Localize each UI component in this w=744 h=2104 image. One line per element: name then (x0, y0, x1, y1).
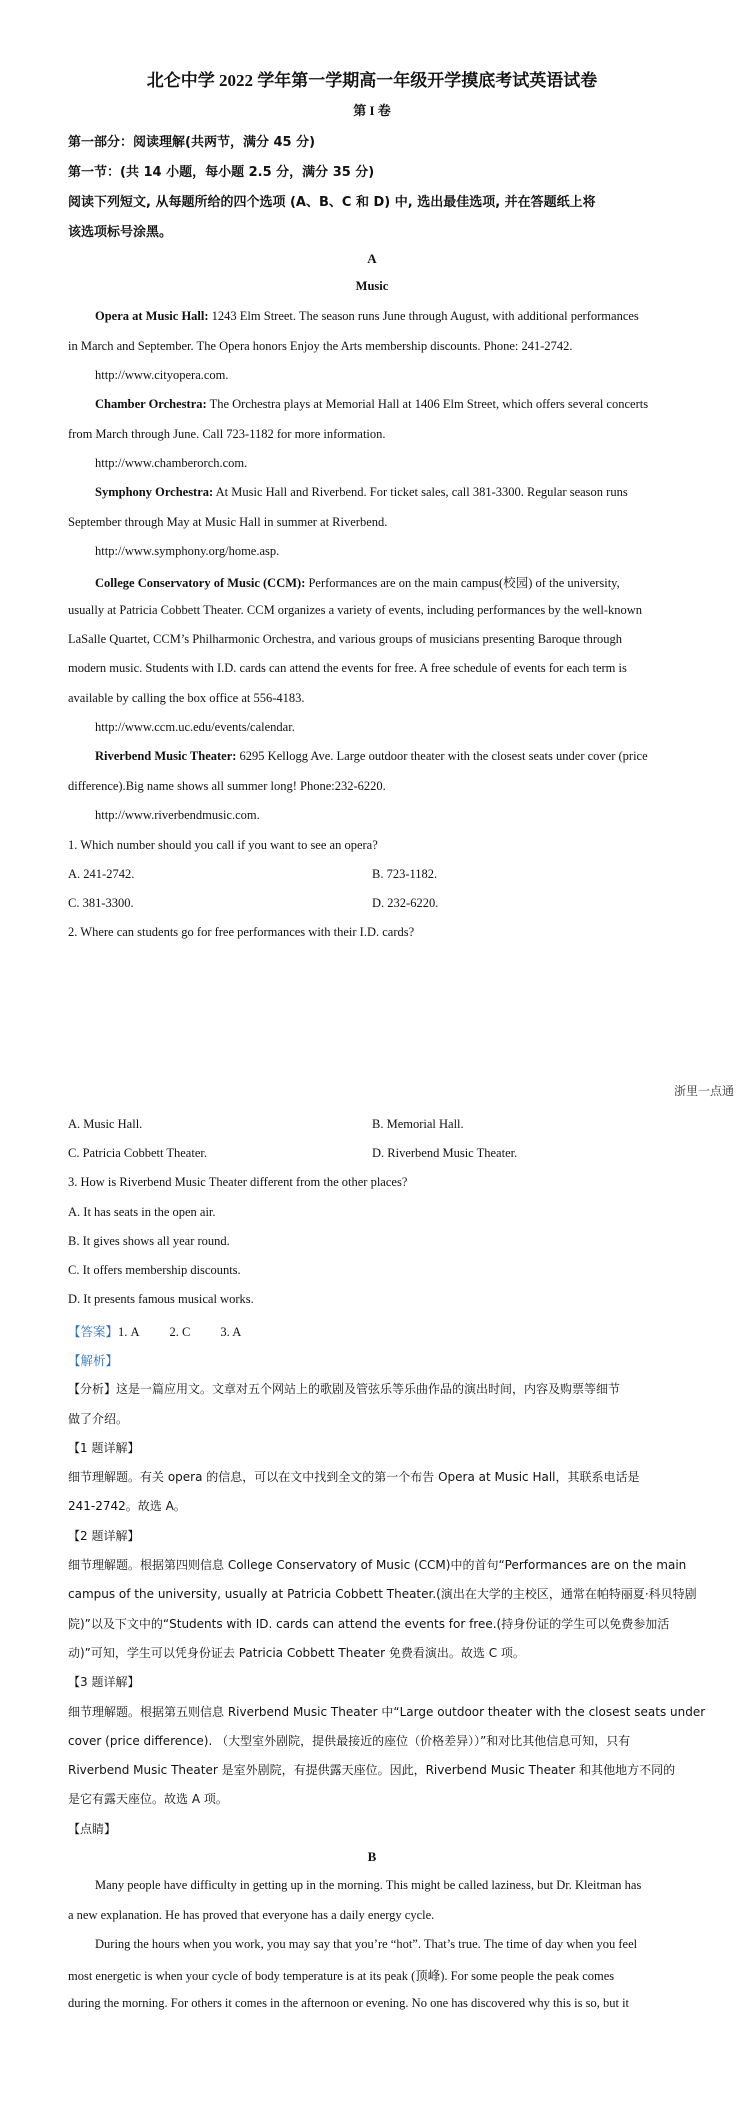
q2-option-b: B. Memorial Hall. (372, 1117, 464, 1131)
detail-2-text-cont: 动)”可知，学生可以凭身份证去 Patricia Cobbett Theater 免费看演出。故选 C 项。 (68, 1646, 525, 1660)
detail-2-label: 【2 题详解】 (68, 1529, 140, 1543)
answer-3: 3. A (220, 1325, 242, 1339)
passage-b-para-2-cont: during the morning. For others it comes in the afternoon or evening. No one has discovered why this is so, but it (68, 1996, 630, 2010)
q1-option-b: B. 723-1182. (372, 867, 438, 881)
entry-name: Riverbend Music Theater: (95, 749, 237, 763)
entry-text: usually at Patricia Cobbett Theater. CCM organizes a variety of events, including performances by the well-known (68, 603, 643, 617)
q3-option-d: D. It presents famous musical works. (68, 1292, 254, 1306)
q3-option-b: B. It gives shows all year round. (68, 1234, 230, 1248)
q1-option-a: A. 241-2742. (68, 867, 135, 881)
detail-2-text: 细节理解题。根据第四则信息 College Conservatory of Music (CCM)中的首句“Performances are on the main (68, 1558, 687, 1572)
answer-label: 【答案】 (68, 1324, 119, 1339)
entry-name: Opera at Music Hall: (95, 309, 209, 323)
entry-chamber (95, 397, 705, 412)
answer-1: 1. A (118, 1325, 140, 1339)
instruction-line-1: 阅读下列短文, 从每题所给的四个选项 (A、B、C 和 D) 中, 选出最佳选项, 并在答题纸上将 (68, 195, 596, 210)
volume-label: 第 I 卷 (353, 103, 391, 118)
entry-name: Chamber Orchestra: (95, 397, 207, 411)
q1-option-d: D. 232-6220. (372, 896, 439, 910)
analysis-label: 【解析】 (68, 1353, 119, 1368)
detail-3-text: 细节理解题。根据第五则信息 Riverbend Music Theater 中“Large outdoor theater with the closest seats under (68, 1705, 706, 1719)
passage-b-para-1-cont: a new explanation. He has proved that everyone has a daily energy cycle. (68, 1908, 435, 1922)
entry-text: 1243 Elm Street. The season runs June through August, with additional performances (208, 309, 639, 323)
analysis-overview-cont: 做了介绍。 (68, 1412, 129, 1426)
dianjing-label: 【点睛】 (68, 1822, 117, 1836)
watermark: 浙里一点通 (673, 1084, 734, 1098)
q2-option-c: C. Patricia Cobbett Theater. (68, 1146, 207, 1160)
entry-url: http://www.chamberorch.com. (95, 456, 248, 470)
q2-option-a: A. Music Hall. (68, 1117, 143, 1131)
q1-option-c: C. 381-3300. (68, 896, 134, 910)
entry-text: from March through June. Call 723-1182 for more information. (68, 427, 386, 441)
instruction-line-2: 该选项标号涂黑。 (68, 225, 173, 240)
entry-name: Symphony Orchestra: (95, 485, 214, 499)
detail-1-text: 细节理解题。有关 opera 的信息，可以在文中找到全文的第一个布告 Opera at Music Hall，其联系电话是 (68, 1470, 640, 1484)
entry-riverbend (95, 749, 705, 764)
entry-text: At Music Hall and Riverbend. For ticket sales, call 381-3300. Regular season runs (213, 485, 628, 499)
entry-text: September through May at Music Hall in summer at Riverbend. (68, 515, 388, 529)
question-1: 1. Which number should you call if you want to see an opera? (68, 838, 378, 852)
entry-symphony (95, 485, 705, 500)
entry-opera (95, 309, 705, 324)
entry-text: Performances are on the main campus(校园) of the university, (305, 576, 620, 590)
entry-url: http://www.symphony.org/home.asp. (95, 544, 280, 558)
question-2: 2. Where can students go for free performances with their I.D. cards? (68, 925, 415, 939)
exam-title: 北仑中学 2022 学年第一学期高一年级开学摸底考试英语试卷 (146, 71, 598, 90)
detail-3-text-cont: cover (price difference). （大型室外剧院，提供最接近的座位（价格差异））”和对比其他信息可知，只有 (68, 1734, 631, 1748)
entry-name: College Conservatory of Music (CCM): (95, 576, 306, 590)
detail-3-text-cont: 是它有露天座位。故选 A 项。 (68, 1792, 228, 1806)
q2-option-d: D. Riverbend Music Theater. (372, 1146, 518, 1160)
detail-1-label: 【1 题详解】 (68, 1441, 140, 1455)
answer-line (68, 1322, 678, 1340)
entry-text: in March and September. The Opera honors Enjoy the Arts membership discounts. Phone: 241-2742. (68, 339, 573, 353)
passage-a-letter: A (367, 251, 377, 266)
answer-2: 2. C (169, 1325, 191, 1339)
passage-b-para-2-cont: most energetic is when your cycle of body temperature is at its peak (顶峰). For some people the peak comes (68, 1969, 615, 1983)
entry-url: http://www.ccm.uc.edu/events/calendar. (95, 720, 295, 734)
detail-2-text-cont: 院)”以及下文中的“Students with ID. cards can attend the events for free.(持身份证的学生可以免费参加活 (68, 1617, 670, 1631)
entry-text: LaSalle Quartet, CCM’s Philharmonic Orchestra, and various groups of musicians presenting Baroque through (68, 632, 623, 646)
part-heading: 第一部分：阅读理解(共两节，满分 45 分) (68, 135, 316, 150)
q3-option-c: C. It offers membership discounts. (68, 1263, 241, 1277)
entry-text: difference).Big name shows all summer long! Phone:232-6220. (68, 779, 386, 793)
passage-b-para-2: During the hours when you work, you may say that you’re “hot”. That’s true. The time of day when you feel (95, 1937, 638, 1951)
entry-text: The Orchestra plays at Memorial Hall at 1406 Elm Street, which offers several concerts (206, 397, 649, 411)
q3-option-a: A. It has seats in the open air. (68, 1205, 216, 1219)
section-heading: 第一节：(共 14 小题，每小题 2.5 分，满分 35 分) (68, 165, 375, 180)
passage-a-heading: Music (355, 279, 389, 293)
detail-3-label: 【3 题详解】 (68, 1675, 140, 1689)
detail-2-text-cont: campus of the university, usually at Patricia Cobbett Theater.(演出在大学的主校区，通常在帕特丽夏·科贝特剧 (68, 1587, 697, 1601)
entry-url: http://www.riverbendmusic.com. (95, 808, 260, 822)
question-3: 3. How is Riverbend Music Theater different from the other places? (68, 1175, 408, 1189)
entry-url: http://www.cityopera.com. (95, 368, 229, 382)
entry-text: available by calling the box office at 556-4183. (68, 691, 305, 705)
entry-text: 6295 Kellogg Ave. Large outdoor theater with the closest seats under cover (price (236, 749, 648, 763)
passage-b-para-1: Many people have difficulty in getting up in the morning. This might be called laziness, but Dr. Kleitman has (95, 1878, 642, 1892)
detail-1-text-cont: 241-2742。故选 A。 (68, 1499, 186, 1513)
passage-b-letter: B (367, 1849, 377, 1864)
analysis-overview: 【分析】这是一篇应用文。文章对五个网站上的歌剧及管弦乐等乐曲作品的演出时间，内容及购票等细节 (68, 1382, 621, 1396)
detail-3-text-cont: Riverbend Music Theater 是室外剧院，有提供露天座位。因此，Riverbend Music Theater 和其他地方不同的 (68, 1763, 676, 1777)
entry-ccm (95, 573, 705, 591)
entry-text: modern music. Students with I.D. cards can attend the events for free. A free schedule of events for each term is (68, 661, 627, 675)
